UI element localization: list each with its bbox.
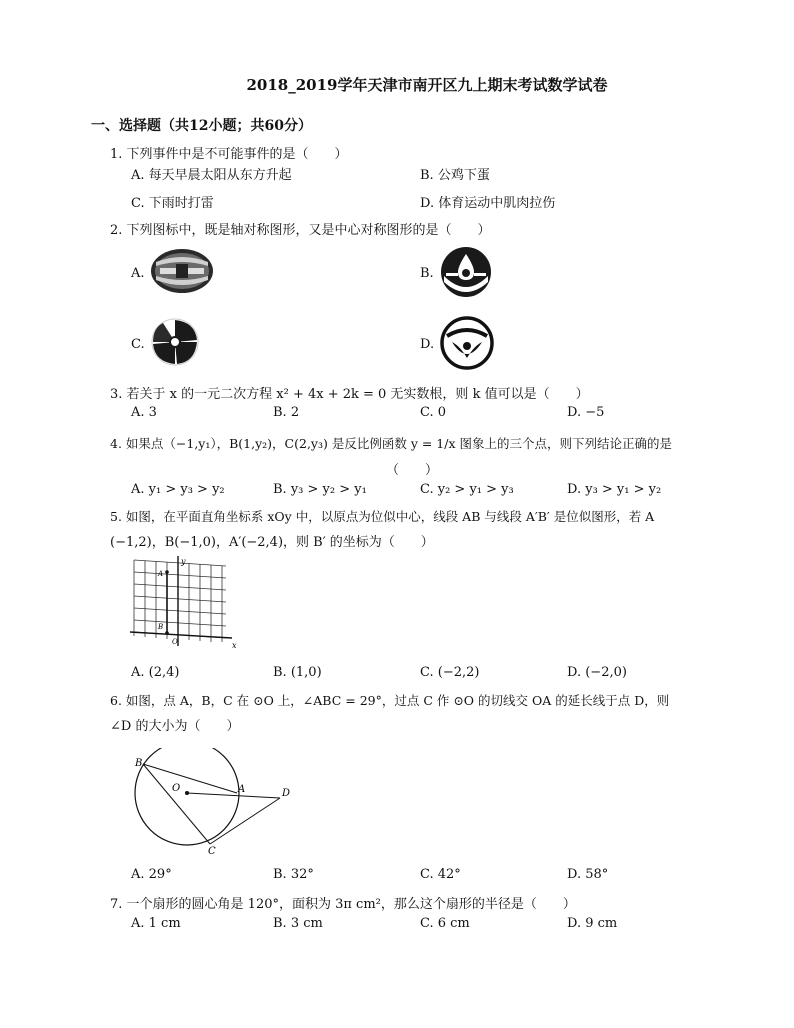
q1-option-d: D. 体育运动中肌肉拉伤: [420, 196, 556, 211]
question-5-stem-cont: (−1,2)，B(−1,0)，A′(−2,4)，则 B′ 的坐标为（ ）: [110, 535, 434, 550]
q3-option-a: A. 3: [131, 405, 157, 420]
circle-o-label: O: [172, 783, 181, 794]
q3-option-b: B. 2: [273, 405, 300, 420]
question-4-stem: 4. 如果点（−1,y₁），B(1,y₂)，C(2,y₃) 是反比例函数 y = 1/x 图象上的三个点，则下列结论正确的是: [110, 436, 672, 451]
icon-d-figure: [440, 316, 494, 370]
q4-option-d: D. y₃ > y₁ > y₂: [567, 482, 662, 497]
q4-option-c: C. y₂ > y₁ > y₃: [420, 482, 514, 497]
q6-option-c: C. 42°: [420, 867, 461, 882]
circle-a-label: A: [238, 784, 246, 795]
q6-option-b: B. 32°: [273, 867, 314, 882]
question-4-stem-cont: （ ）: [386, 463, 439, 478]
q7-option-d: D. 9 cm: [567, 916, 618, 931]
q4-option-b: B. y₃ > y₂ > y₁: [273, 482, 367, 497]
q7-option-a: A. 1 cm: [131, 916, 181, 931]
q2-option-c: C.: [131, 337, 145, 352]
question-6-stem-cont: ∠D 的大小为（ ）: [110, 719, 240, 734]
q1-option-c: C. 下雨时打雷: [131, 196, 214, 211]
question-2-stem: 2. 下列图标中，既是轴对称图形，又是中心对称图形的是（ ）: [110, 223, 491, 238]
grid-o-label: O: [172, 638, 178, 646]
q3-option-d: D. −5: [567, 405, 605, 420]
icon-a-figure: [150, 248, 214, 294]
q5-option-d: D. (−2,0): [567, 665, 627, 680]
icon-b-figure: [440, 246, 492, 298]
q3-option-c: C. 0: [420, 405, 447, 420]
grid-y-label: y: [181, 557, 186, 566]
coordinate-grid-figure: [128, 556, 240, 656]
q5-option-b: B. (1,0): [273, 665, 322, 680]
circle-tangent-figure: [130, 748, 305, 858]
q1-option-a: A. 每天早晨太阳从东方升起: [131, 168, 292, 183]
grid-x-label: x: [232, 641, 237, 650]
q5-option-c: C. (−2,2): [420, 665, 480, 680]
circle-c-label: C: [208, 846, 216, 857]
question-6-stem: 6. 如图，点 A，B，C 在 ⊙O 上，∠ABC = 29°，过点 C 作 ⊙O 的切线交 OA 的延长线于点 D，则: [110, 693, 670, 708]
q2-option-a: A.: [131, 266, 145, 281]
q4-option-a: A. y₁ > y₃ > y₂: [131, 482, 225, 497]
page-title: 2018_2019学年天津市南开区九上期末考试数学试卷: [246, 76, 608, 94]
q6-option-d: D. 58°: [567, 867, 609, 882]
question-5-stem: 5. 如图，在平面直角坐标系 xOy 中，以原点为位似中心，线段 AB 与线段 A′B′ 是位似图形，若 A: [110, 509, 655, 524]
question-3-stem: 3. 若关于 x 的一元二次方程 x² + 4x + 2k = 0 无实数根，则 k 值可以是（ ）: [110, 387, 589, 402]
q5-option-a: A. (2,4): [131, 665, 180, 680]
grid-b-label: B: [158, 623, 164, 631]
q1-option-b: B. 公鸡下蛋: [420, 168, 490, 183]
q7-option-b: B. 3 cm: [273, 916, 323, 931]
q2-option-d: D.: [420, 337, 435, 352]
q2-option-b: B.: [420, 266, 434, 281]
icon-c-figure: [151, 318, 199, 366]
question-7-stem: 7. 一个扇形的圆心角是 120°，面积为 3π cm²，那么这个扇形的半径是（ ）: [110, 897, 576, 912]
q7-option-c: C. 6 cm: [420, 916, 470, 931]
circle-b-label: B: [135, 758, 143, 769]
circle-d-label: D: [282, 788, 291, 799]
grid-a-label: A: [158, 570, 164, 578]
question-1-stem: 1. 下列事件中是不可能事件的是（ ）: [110, 147, 348, 162]
section-heading: 一、选择题（共12小题；共60分）: [91, 118, 312, 134]
q6-option-a: A. 29°: [131, 867, 172, 882]
